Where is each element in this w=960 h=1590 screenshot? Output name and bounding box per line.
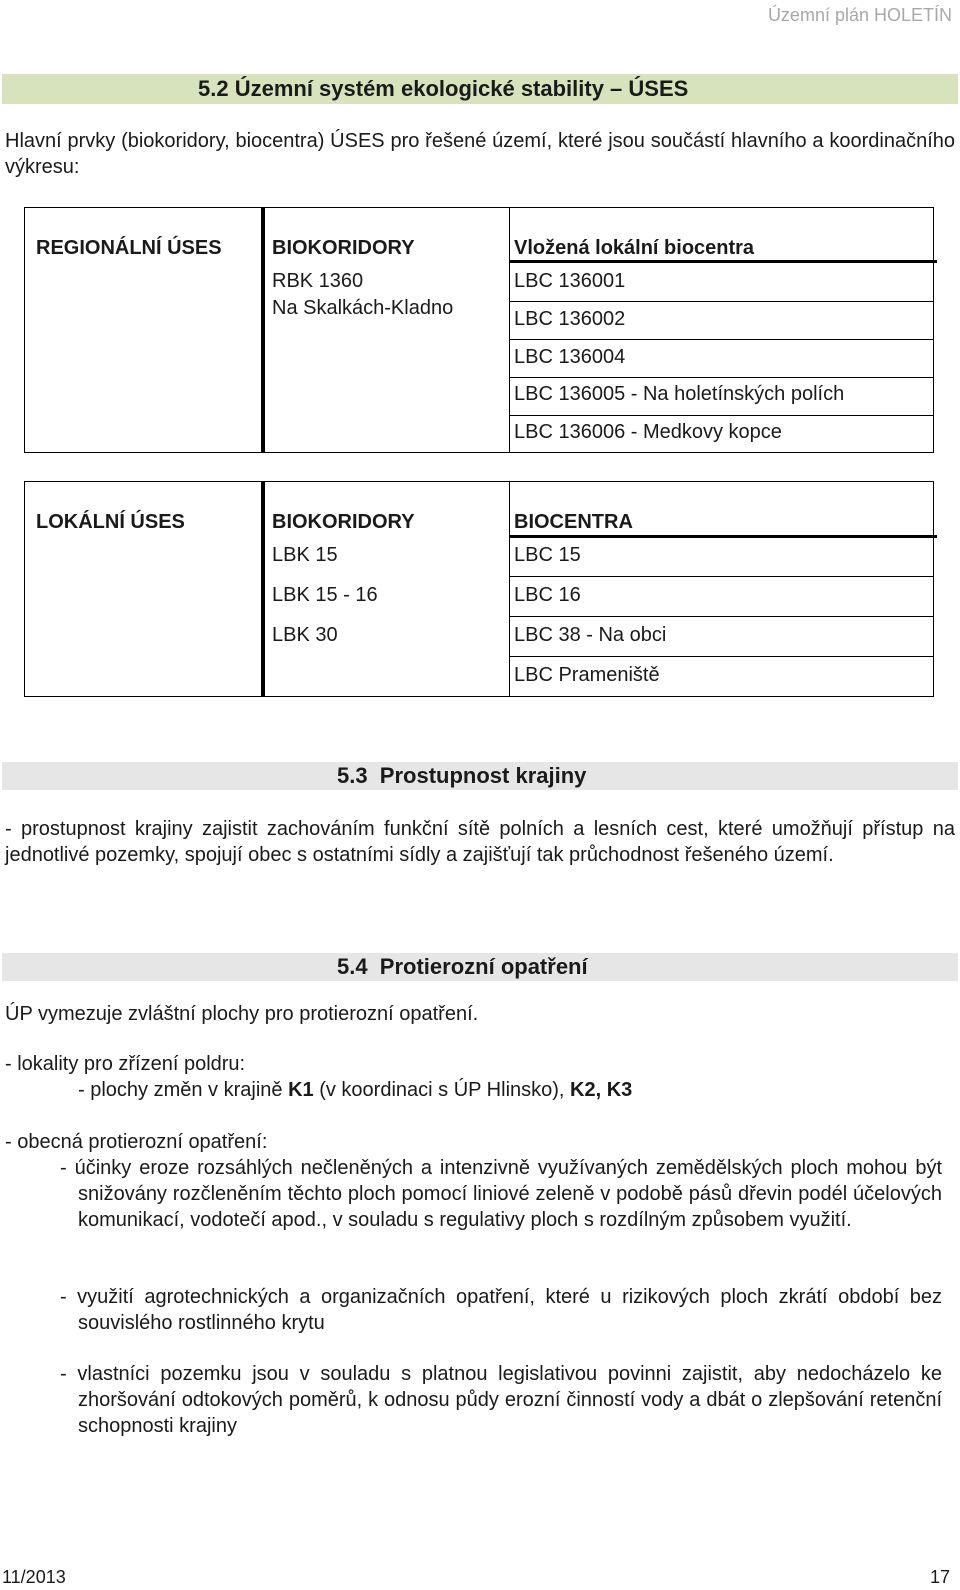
measure-item-2: - využití agrotechnických a organizačních opatření, které u rizikových ploch zkrátí období bez souvislého rostlinného krytu	[60, 1286, 942, 1334]
rbk-name: Na Skalkách-Kladno	[272, 297, 454, 319]
list-item: LBC 38 - Na obci	[514, 624, 667, 646]
biokoridory-header: BIOKORIDORY	[272, 511, 415, 533]
list-item: LBC 136002	[514, 308, 626, 330]
list-item: LBK 30	[272, 624, 338, 646]
local-uses-table	[24, 481, 934, 697]
list-item: LBC 136001	[514, 270, 626, 292]
poldr-label: - lokality pro zřízení poldru:	[5, 1053, 246, 1075]
vlozena-biocentra-header: Vložená lokální biocentra	[514, 237, 755, 259]
measure-item-1: - účinky eroze rozsáhlých nečleněných a intenzivně využívaných zemědělských ploch mohou být snižovány rozčleněním těchto ploch pomocí liniové zeleně v podobě pásů dřevin podél účelových komunikací, vodotečí apod., v souladu s regulativy ploch s rozdílným způsobem využití.	[60, 1157, 942, 1231]
section-54-title: 5.4 Protierozní opatření	[337, 954, 588, 979]
poldr-line	[78, 1077, 632, 1103]
regional-uses-label: REGIONÁLNÍ ÚSES	[36, 237, 222, 259]
section-52-intro: Hlavní prvky (biokoridory, biocentra) ÚSES pro řešené území, které jsou součástí hlavního a koordinačního výkresu:	[5, 130, 955, 178]
list-item: LBK 15	[272, 544, 338, 566]
regional-uses-table	[24, 207, 934, 453]
poldr-k1: K1	[288, 1079, 314, 1101]
section-52-title: 5.2 Územní systém ekologické stability – ÚSES	[198, 76, 689, 101]
section-53-title: 5.3 Prostupnost krajiny	[337, 763, 587, 788]
list-item: LBC 136004	[514, 346, 626, 368]
list-item: LBC 136006 - Medkovy kopce	[514, 421, 782, 443]
rbk-code: RBK 1360	[272, 270, 364, 292]
biokoridory-header: BIOKORIDORY	[272, 237, 415, 259]
document-title-header: Územní plán HOLETÍN	[767, 5, 952, 25]
section-53-text: - prostupnost krajiny zajistit zachováním funkční sítě polních a lesních cest, které umožňují přístup na jednotlivé pozemky, spojují obec s ostatními sídly a zajišťují tak průchodnost řešeného území.	[5, 818, 955, 866]
poldr-k2-k3: K2, K3	[570, 1079, 633, 1101]
local-uses-label: LOKÁLNÍ ÚSES	[36, 511, 185, 533]
poldr-prefix: - plochy změn v krajině	[78, 1079, 289, 1101]
footer-date: 11/2013	[2, 1567, 66, 1587]
list-item: LBC Prameniště	[514, 664, 660, 686]
biocentra-header: BIOCENTRA	[514, 511, 633, 533]
page-number: 17	[929, 1567, 950, 1587]
poldr-mid: (v koordinaci s ÚP Hlinsko),	[313, 1079, 571, 1101]
list-item: LBC 136005 - Na holetínských polích	[514, 383, 845, 405]
general-measures-label: - obecná protierozní opatření:	[5, 1131, 268, 1153]
section-54-intro: ÚP vymezuje zvláštní plochy pro protierozní opatření.	[5, 1003, 479, 1025]
measure-item-3: - vlastníci pozemku jsou v souladu s platnou legislativou povinni zajistit, aby nedocházelo ke zhoršování odtokových poměrů, k odnosu půdy erozní činností vody a dbát o zlepšování retenční schopnosti krajiny	[60, 1363, 942, 1437]
list-item: LBK 15 - 16	[272, 584, 378, 606]
list-item: LBC 15	[514, 544, 581, 566]
list-item: LBC 16	[514, 584, 581, 606]
